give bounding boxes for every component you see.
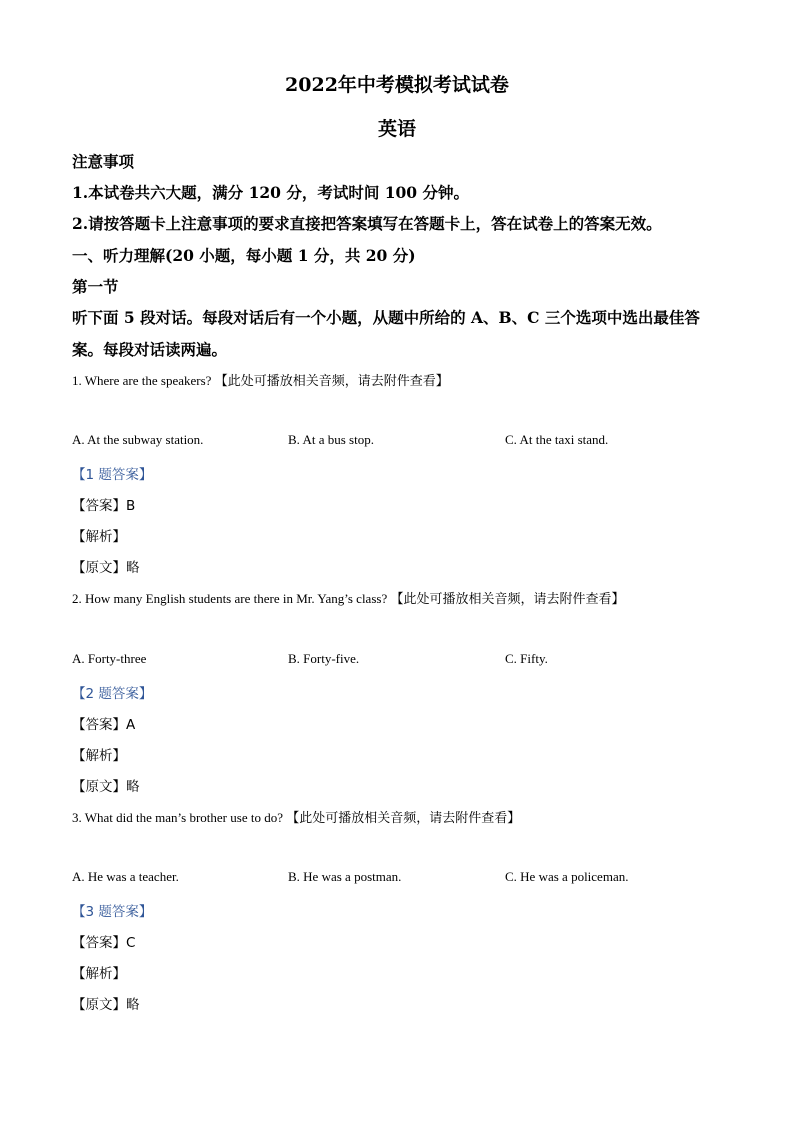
option-a: A. At the subway station. [72,432,204,447]
audio-hint[interactable]: 【此处可播放相关音频，请去附件查看】 [214,374,449,389]
audio-hint[interactable]: 【此处可播放相关音频，请去附件查看】 [286,811,521,826]
instruction-line-1: 听下面 5 段对话。每段对话后有一个小题，从题中所给的 A、B、C 三个选项中选出最佳答 [72,308,700,327]
notice-item-1: 1.本试卷共六大题，满分 120 分，考试时间 100 分钟。 [72,183,469,202]
option-c: C. He was a policeman. [505,869,629,884]
answer: 【答案】C [72,935,136,951]
option-c: C. Fifty. [505,651,548,666]
question-text: 2. How many English students are there in Mr. Yang’s class? [72,591,388,606]
option-a: A. Forty-three [72,651,147,666]
part-heading: 第一节 [72,277,119,296]
question-text: 3. What did the man’s brother use to do? [72,810,283,825]
subject-title: 英语 [377,118,416,140]
answer-tag: 【2 题答案】 [72,686,153,702]
instruction-line-2: 案。每段对话读两遍。 [72,340,228,359]
option-c: C. At the taxi stand. [505,432,609,447]
question-1 [72,370,449,389]
original-text: 【原文】略 [72,560,140,576]
question-3 [72,807,520,826]
option-b: B. Forty-five. [288,651,360,666]
answer-tag: 【3 题答案】 [72,904,153,920]
analysis: 【解析】 [72,966,126,982]
original-text: 【原文】略 [72,997,140,1013]
option-b: B. At a bus stop. [288,432,374,447]
analysis: 【解析】 [72,748,126,764]
answer: 【答案】A [72,717,136,733]
option-a: A. He was a teacher. [72,869,179,884]
audio-hint[interactable]: 【此处可播放相关音频，请去附件查看】 [390,592,625,607]
question-text: 1. Where are the speakers? [72,373,212,388]
notice-heading: 注意事项 [72,152,135,171]
answer-tag: 【1 题答案】 [72,467,153,483]
option-b: B. He was a postman. [288,869,402,884]
answer: 【答案】B [72,498,136,514]
original-text: 【原文】略 [72,779,140,795]
notice-item-2: 2.请按答题卡上注意事项的要求直接把答案填写在答题卡上，答在试卷上的答案无效。 [72,214,662,233]
question-2 [72,588,624,607]
analysis: 【解析】 [72,529,126,545]
section-heading: 一、听力理解(20 小题，每小题 1 分，共 20 分) [72,246,416,265]
exam-title: 2022年中考模拟考试试卷 [285,74,509,96]
